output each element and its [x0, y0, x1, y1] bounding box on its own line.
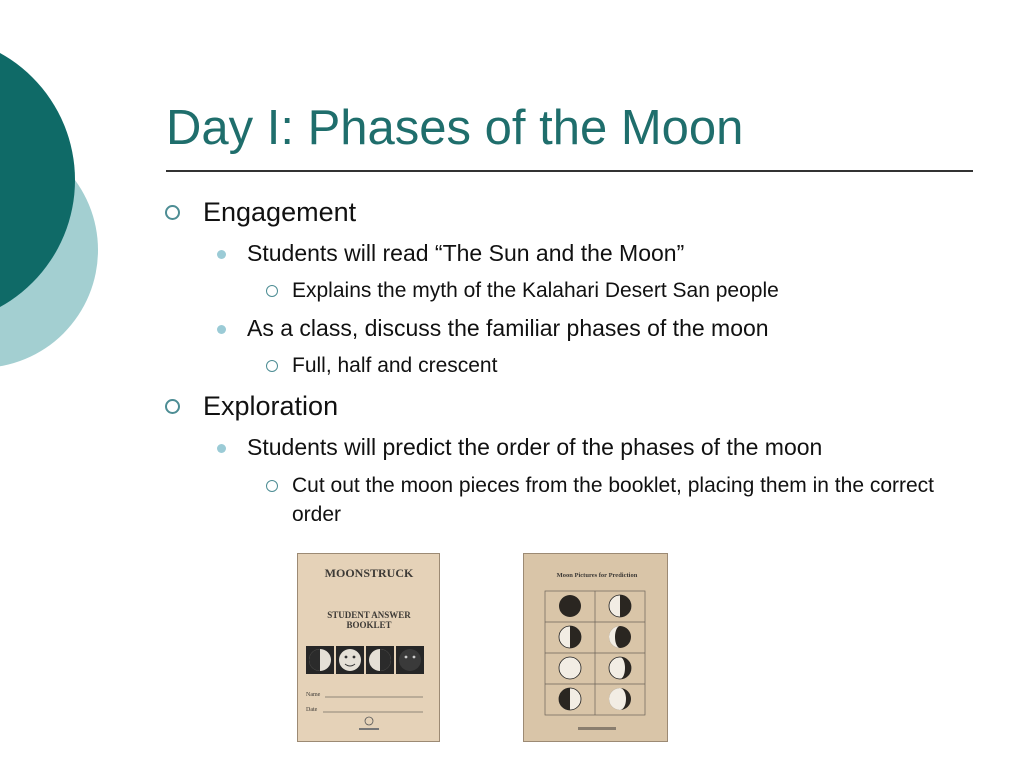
prediction-heading: Moon Pictures for Prediction [556, 572, 638, 579]
bullet-full-half-crescent: Full, half and crescent [292, 354, 498, 377]
bullet-dot-icon [217, 325, 226, 334]
title-divider [166, 170, 973, 172]
bullet-dot-icon [217, 444, 226, 453]
bullet-dot-icon [217, 250, 226, 259]
bullet-ring-icon [266, 285, 278, 297]
decorative-circles [0, 0, 140, 420]
bullet-myth: Explains the myth of the Kalahari Desert San people [292, 279, 779, 302]
booklet-name-label: Name [306, 692, 321, 698]
bullet-cut-out-pieces: Cut out the moon pieces from the booklet, placing them in the correct order [292, 474, 935, 526]
page-footer-text [578, 727, 616, 730]
bullet-engagement: Engagement [203, 197, 357, 227]
bullet-discuss-phases: As a class, discuss the familiar phases of the moon [247, 315, 769, 341]
bullet-ring-icon [266, 480, 278, 492]
booklet-subtitle-line1: STUDENT ANSWER [327, 610, 411, 620]
bullet-ring-icon [266, 360, 278, 372]
slide-title: Day I: Phases of the Moon [166, 101, 744, 155]
bullet-read-story: Students will read “The Sun and the Moon” [247, 240, 685, 266]
booklet-date-label: Date [306, 707, 318, 713]
bullet-exploration: Exploration [203, 391, 339, 421]
prediction-page-photo [523, 553, 668, 742]
booklet-heading: MOONSTRUCK [324, 566, 414, 580]
bullet-predict-order: Students will predict the order of the phases of the moon [247, 434, 823, 460]
bullet-ring-icon [165, 399, 180, 414]
booklet-cover-photo [297, 553, 440, 742]
bullet-ring-icon [165, 205, 180, 220]
booklet-subtitle-line2: BOOKLET [346, 620, 392, 630]
